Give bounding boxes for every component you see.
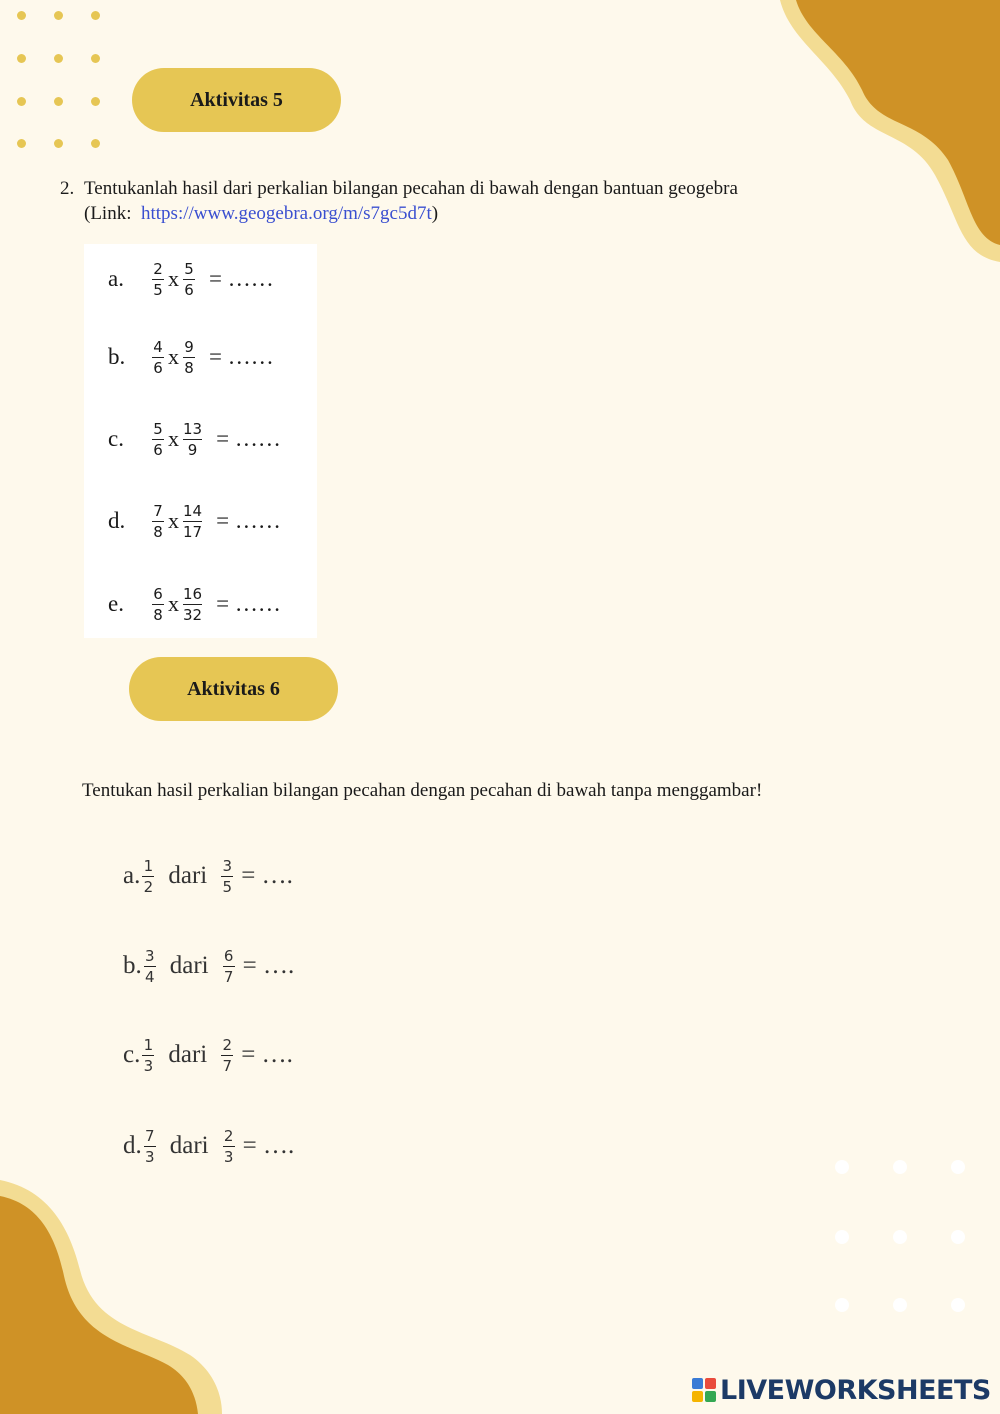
times-sign: x [168,508,179,533]
fraction-2: $\frac{5}{6}$ [184,259,194,299]
fraction-1: $\frac{3}{4}$ [144,946,155,986]
times-sign: x [168,266,179,291]
problem-letter: a. [108,266,124,291]
problem-letter: e. [108,591,124,616]
dari-word: dari [169,952,209,979]
answer-blank: = …. [241,1041,293,1068]
problem-letter: b. [123,952,142,979]
problem6-row-b [123,936,294,996]
fraction-2: $\frac{9}{8}$ [184,337,194,377]
problem-letter: c. [108,426,124,451]
problem-letter: d. [108,508,126,533]
problem-letter: c. [123,1041,141,1068]
dari-word: dari [168,1041,208,1068]
problem-row-b [108,322,274,392]
top-right-blob [760,0,1000,270]
problem-row-a [108,244,274,314]
fraction-1: $\frac{1}{3}$ [143,1035,154,1075]
bottom-left-blob [0,1180,230,1414]
times-sign: x [168,426,179,451]
fraction-2: $\frac{2}{7}$ [222,1035,232,1075]
answer-blank: = …. [241,862,293,889]
fraction-1: $\frac{6}{8}$ [153,584,163,624]
answer-blank: = …. [242,952,295,979]
activity5-problem-box [84,244,317,638]
activity5-question [60,176,738,226]
fraction-1: $\frac{5}{6}$ [153,419,163,459]
fraction-1: $\frac{7}{3}$ [144,1126,155,1166]
link-prefix: (Link: [84,203,132,224]
problem6-row-c [123,1025,293,1085]
fraction-1: $\frac{2}{5}$ [153,259,163,299]
problem-letter: b. [108,344,126,369]
question-number: 2. [60,178,75,199]
activity6-title: Aktivitas 6 [187,677,280,700]
activity6-title-badge [129,657,338,721]
answer-blank: = …… [216,508,281,533]
problem6-row-a [123,846,293,906]
problem-letter: a. [123,862,141,889]
dari-word: dari [169,1132,209,1159]
question-text: Tentukanlah hasil dari perkalian bilangan pecahan di bawah dengan bantuan geogebra [84,178,738,199]
problem6-row-d [123,1116,294,1176]
times-sign: x [168,591,179,616]
times-sign: x [168,344,179,369]
problem-letter: d. [123,1132,142,1159]
fraction-2: $\frac{6}{7}$ [223,946,234,986]
activity6-instruction: Tentukan hasil perkalian bilangan pecahan dengan pecahan di bawah tanpa menggambar! [82,780,763,801]
fraction-2: $\frac{13}{9}$ [183,419,203,459]
fraction-2: $\frac{2}{3}$ [223,1126,234,1166]
top-left-dot-grid [17,11,107,151]
problem-row-d [108,486,281,556]
activity5-title-badge [132,68,341,132]
answer-blank: = …… [216,591,281,616]
answer-blank: = …… [216,426,281,451]
activity5-title: Aktivitas 5 [190,88,283,111]
liveworksheets-wordmark: LIVEWORKSHEETS [720,1374,991,1406]
fraction-2: $\frac{3}{5}$ [222,856,232,896]
problem-row-c [108,404,281,474]
dari-word: dari [168,862,208,889]
liveworksheets-logo-icon [692,1378,716,1402]
answer-blank: = …. [242,1132,295,1159]
answer-blank: = …… [209,344,274,369]
problem-row-e [108,569,281,639]
answer-blank: = …… [209,266,274,291]
fraction-2: $\frac{14}{17}$ [183,501,203,541]
bottom-right-dot-grid [835,1160,975,1390]
fraction-2: $\frac{16}{32}$ [183,584,203,624]
fraction-1: $\frac{1}{2}$ [143,856,154,896]
fraction-1: $\frac{4}{6}$ [153,337,163,377]
link-suffix: ) [431,203,439,224]
liveworksheets-logo[interactable] [692,1372,991,1408]
fraction-1: $\frac{7}{8}$ [153,501,163,541]
geogebra-link[interactable]: https://www.geogebra.org/m/s7gc5d7t [141,203,432,224]
